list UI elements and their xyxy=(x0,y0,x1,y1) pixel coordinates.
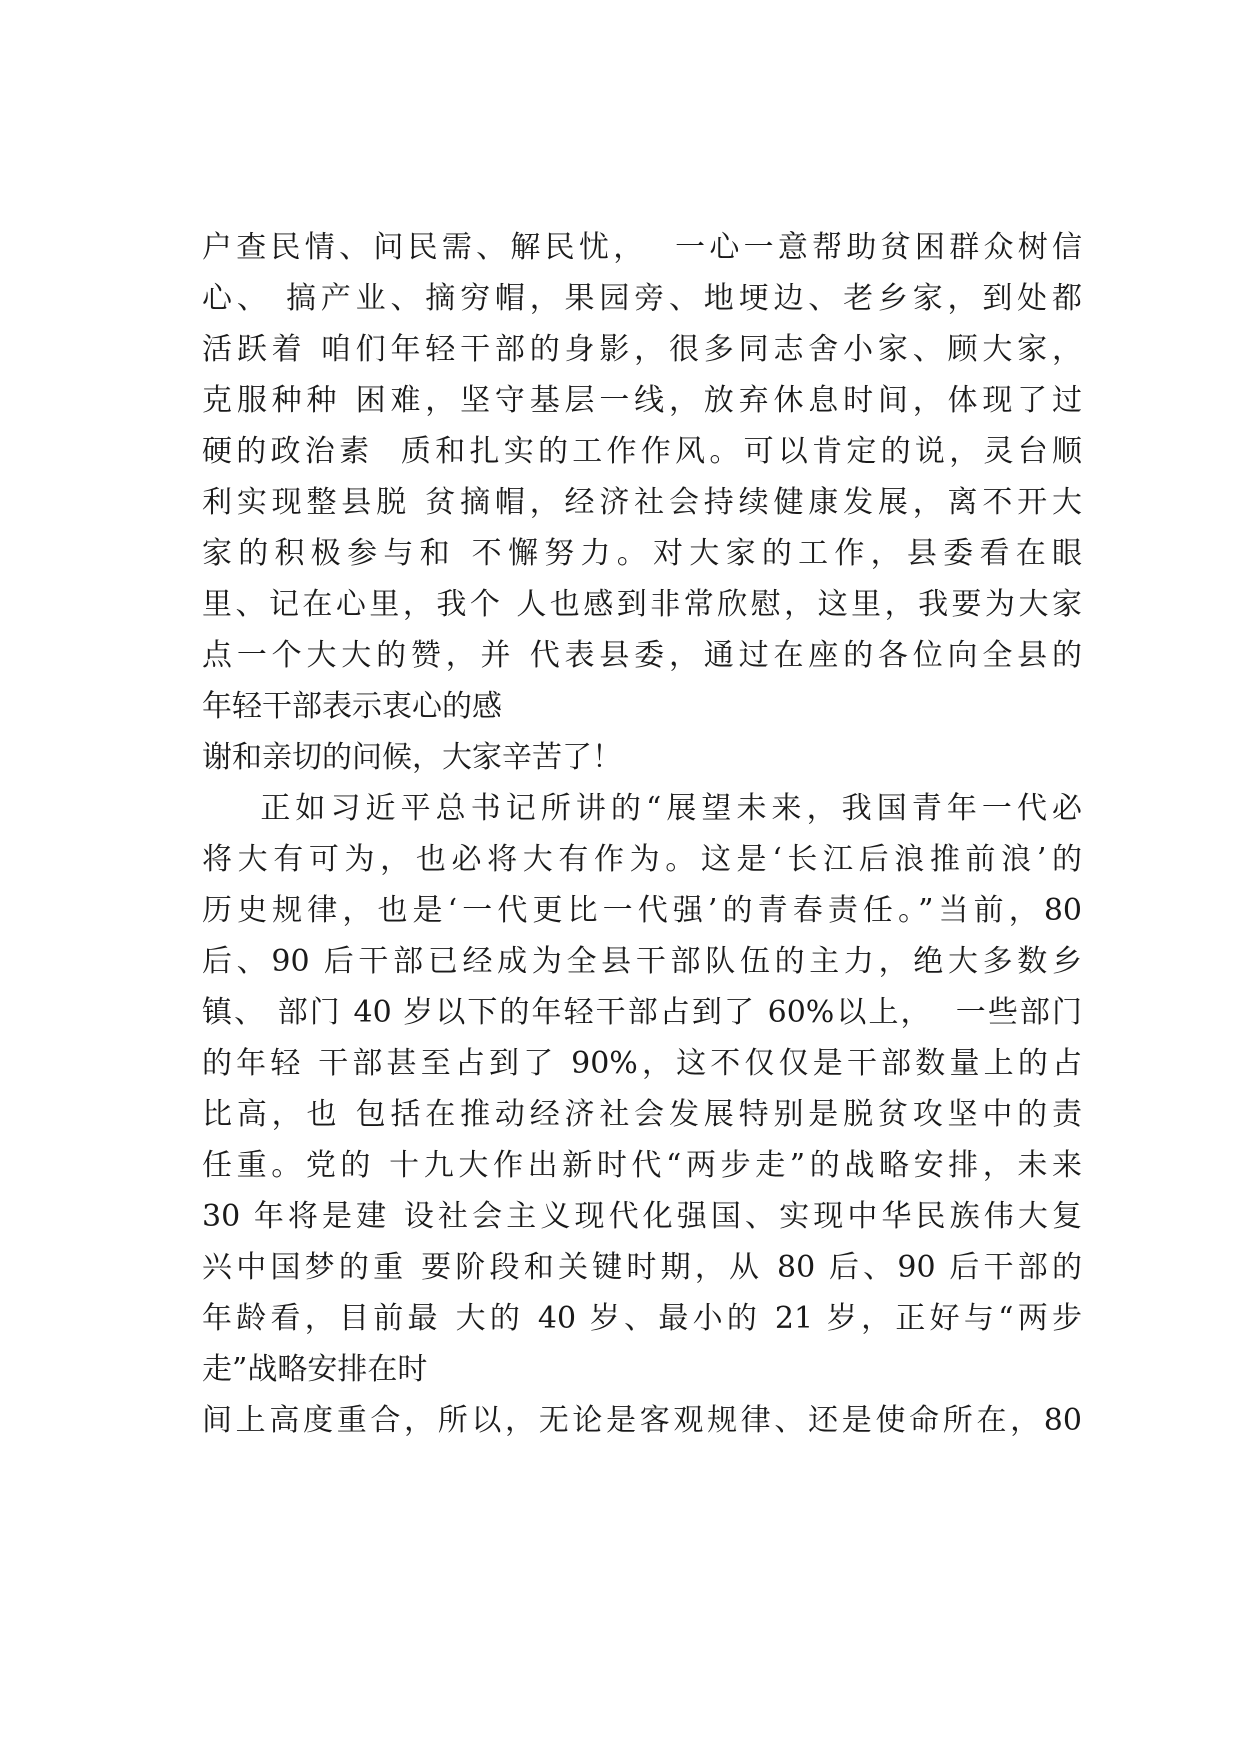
text-line: 后、90 后干部已经成为全县干部队伍的主力，绝大多数乡 xyxy=(202,944,1082,979)
text-line: 的年轻 干部甚至占到了 90%，这不仅仅是干部数量上的占 xyxy=(202,1046,1082,1081)
text-line: 镇、 部门 40 岁以下的年轻干部占到了 60%以上， 一些部门 xyxy=(202,995,1082,1030)
text-line: 正如习近平总书记所讲的“展望未来，我国青年一代必 xyxy=(202,791,1082,826)
text-line: 点一个大大的赞，并 代表县委，通过在座的各位向全县的 xyxy=(202,638,1082,673)
text-line: 里、记在心里，我个 人也感到非常欣慰，这里，我要为大家 xyxy=(202,587,1082,622)
body-text xyxy=(202,222,1082,1446)
text-line: 利实现整县脱 贫摘帽，经济社会持续健康发展，离不开大 xyxy=(202,485,1082,520)
text-line: 心、 搞产业、摘穷帽，果园旁、地埂边、老乡家，到处都 xyxy=(202,281,1082,316)
text-line: 将大有可为，也必将大有作为。这是‘长江后浪推前浪’的 xyxy=(202,842,1082,877)
text-line: 历史规律，也是‘一代更比一代强’的青春责任。”当前，80 xyxy=(202,893,1082,928)
text-line: 任重。党的 十九大作出新时代“两步走”的战略安排，未来 xyxy=(202,1148,1082,1183)
text-line: 年轻干部表示衷心的感 xyxy=(202,689,502,724)
text-line: 谢和亲切的问候，大家辛苦了！ xyxy=(202,740,622,775)
text-line: 比高，也 包括在推动经济社会发展特别是脱贫攻坚中的责 xyxy=(202,1097,1082,1132)
text-line: 克服种种 困难，坚守基层一线，放弃休息时间，体现了过 xyxy=(202,383,1082,418)
text-line: 硬的政治素 质和扎实的工作作风。可以肯定的说，灵台顺 xyxy=(202,434,1082,469)
text-line: 户查民情、问民需、解民忧， 一心一意帮助贫困群众树信 xyxy=(202,230,1082,265)
text-line: 兴中国梦的重 要阶段和关键时期，从 80 后、90 后干部的 xyxy=(202,1250,1082,1285)
text-line: 间上高度重合，所以，无论是客观规律、还是使命所在，80 xyxy=(202,1403,1082,1438)
text-line: 活跃着 咱们年轻干部的身影，很多同志舍小家、顾大家， xyxy=(202,332,1082,367)
text-line: 走”战略安排在时 xyxy=(202,1352,428,1387)
text-line: 年龄看，目前最 大的 40 岁、最小的 21 岁，正好与“两步 xyxy=(202,1301,1082,1336)
text-line: 30 年将是建 设社会主义现代化强国、实现中华民族伟大复 xyxy=(202,1199,1082,1234)
text-line: 家的积极参与和 不懈努力。对大家的工作，县委看在眼 xyxy=(202,536,1082,571)
